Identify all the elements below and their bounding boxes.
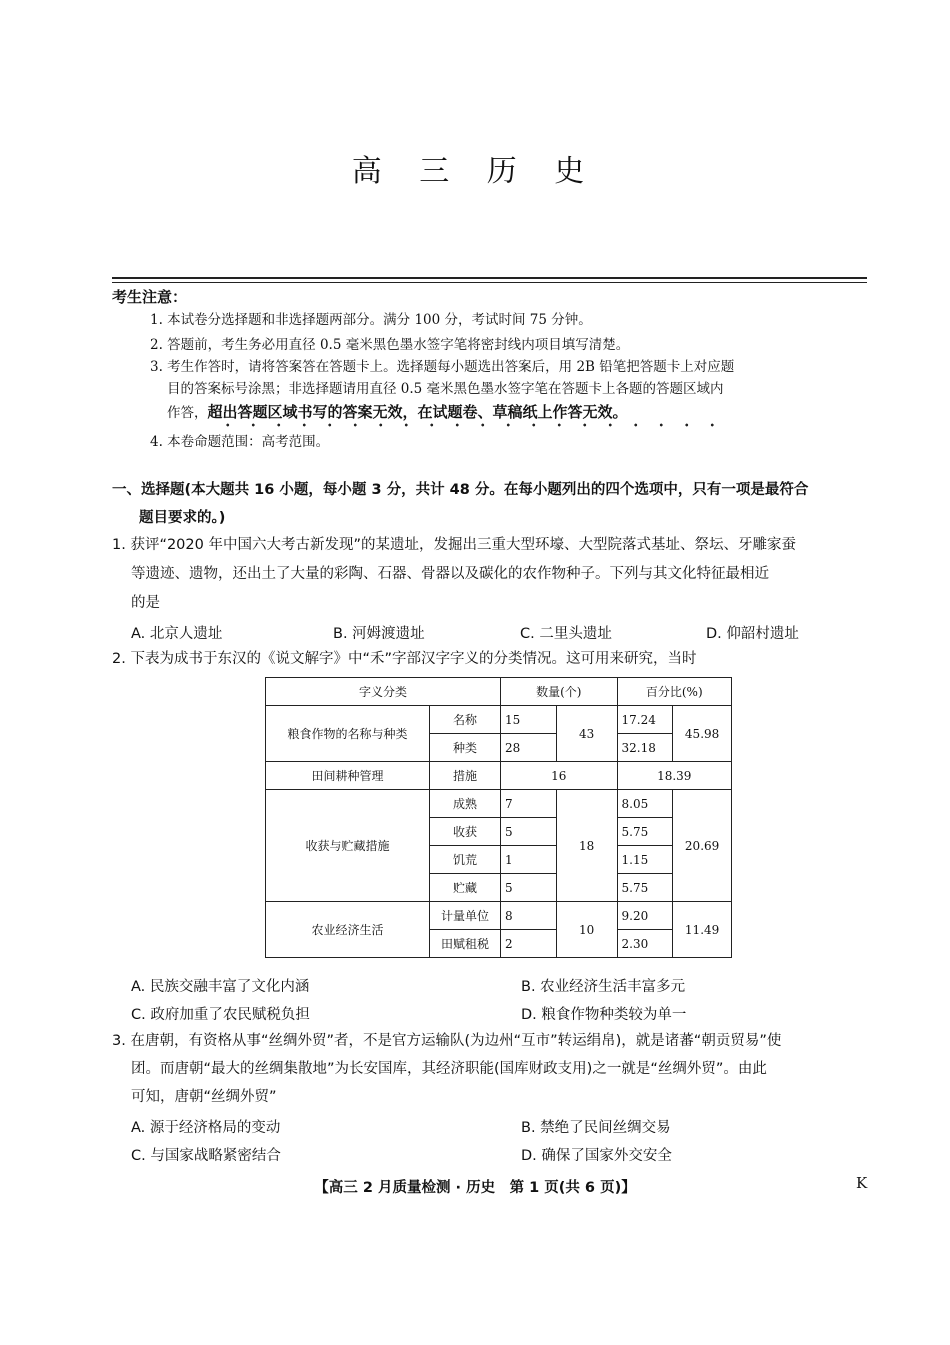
- category-cell: 粮食作物的名称与种类: [266, 706, 430, 762]
- count-cell: 1: [501, 846, 557, 874]
- sub-cell: 种类: [430, 734, 501, 762]
- q2-option-d[interactable]: D. 粮食作物种类较为单一: [521, 1007, 687, 1023]
- pct-cell: 2.30: [617, 930, 673, 958]
- pct-cell: 17.24: [617, 706, 673, 734]
- question-1-stem: 1. 获评“2020 年中国六大考古新发现”的某遗址，发掘出三重大型环壕、大型院落式基址、祭坛、牙雕家蚕: [112, 537, 796, 553]
- page-footer: 【高三 2 月质量检测 · 历史 第 1 页(共 6 页)】: [314, 1180, 636, 1196]
- table-header-row: [266, 678, 732, 706]
- notice-emphasis: 超出答题区域书写的答案无效，在试题卷、草稿纸上作答无效。: [207, 403, 628, 421]
- q3-option-a[interactable]: A. 源于经济格局的变动: [131, 1120, 281, 1136]
- table-row: [266, 706, 732, 734]
- data-table: [265, 677, 732, 958]
- pct-cell: 8.05: [617, 790, 673, 818]
- q1-option-d[interactable]: D. 仰韶村遗址: [706, 626, 799, 642]
- category-cell: 农业经济生活: [266, 902, 430, 958]
- q3-option-d[interactable]: D. 确保了国家外交安全: [521, 1148, 672, 1164]
- header-cell: 字义分类: [266, 678, 501, 706]
- question-2-stem: 2. 下表为成书于东汉的《说文解字》中“禾”字部汉字字义的分类情况。这可用来研究，当时: [112, 651, 697, 667]
- question-3-stem: 可知，唐朝“丝绸外贸”: [131, 1089, 277, 1105]
- q2-option-c[interactable]: C. 政府加重了农民赋税负担: [131, 1007, 310, 1023]
- notice-item: 目的答案标号涂黑；非选择题请用直径 0.5 毫米黑色墨水签字笔在答题卡上各题的答题区域内: [167, 381, 724, 397]
- category-cell: 收获与贮藏措施: [266, 790, 430, 902]
- pct-total-cell: 45.98: [673, 706, 732, 762]
- notice-item-lead: 作答，: [167, 405, 208, 421]
- count-cell: 7: [501, 790, 557, 818]
- table-row: [266, 762, 732, 790]
- count-total-cell: 18: [556, 790, 617, 902]
- count-cell: 15: [501, 706, 557, 734]
- question-1-stem: 的是: [131, 595, 160, 611]
- count-cell: 5: [501, 818, 557, 846]
- notice-item: 4. 本卷命题范围：高考范围。: [150, 434, 330, 450]
- notice-item: 2. 答题前，考生务必用直径 0.5 毫米黑色墨水签字笔将密封线内项目填写清楚。: [150, 337, 630, 353]
- question-3-stem: 3. 在唐朝，有资格从事“丝绸外贸”者，不是官方运输队(为边州“互市”转运绢帛)，就是诸蕃“朝贡贸易”使: [112, 1033, 782, 1049]
- section-heading-cont: 题目要求的。): [139, 510, 226, 526]
- count-total-cell: 43: [556, 706, 617, 762]
- count-cell: 28: [501, 734, 557, 762]
- pct-cell: 5.75: [617, 818, 673, 846]
- q1-option-c[interactable]: C. 二里头遗址: [520, 626, 612, 642]
- pct-cell: 1.15: [617, 846, 673, 874]
- category-cell: 田间耕种管理: [266, 762, 430, 790]
- q3-option-c[interactable]: C. 与国家战略紧密结合: [131, 1148, 281, 1164]
- header-cell: 数量(个): [501, 678, 617, 706]
- sub-cell: 措施: [430, 762, 501, 790]
- notice-item: 3. 考生作答时，请将答案答在答题卡上。选择题每小题选出答案后，用 2B 铅笔把答题卡上对应题: [150, 359, 735, 375]
- pct-total-cell: 20.69: [673, 790, 732, 902]
- sub-cell: 饥荒: [430, 846, 501, 874]
- count-total-cell: 10: [556, 902, 617, 958]
- pct-cell: 32.18: [617, 734, 673, 762]
- version-code: K: [856, 1174, 868, 1192]
- sub-cell: 名称: [430, 706, 501, 734]
- sub-cell: 收获: [430, 818, 501, 846]
- header-cell: 百分比(%): [617, 678, 732, 706]
- count-cell: 16: [501, 762, 617, 790]
- notice-heading: 考生注意：: [112, 288, 188, 306]
- table-row: [266, 790, 732, 818]
- q1-option-b[interactable]: B. 河姆渡遗址: [333, 626, 425, 642]
- question-1-stem: 等遗迹、遗物，还出土了大量的彩陶、石器、骨器以及碳化的农作物种子。下列与其文化特征最相近: [131, 566, 769, 582]
- q2-option-a[interactable]: A. 民族交融丰富了文化内涵: [131, 979, 310, 995]
- pct-cell: 9.20: [617, 902, 673, 930]
- page-title: 高 三 历 史: [351, 154, 599, 189]
- pct-cell: 18.39: [617, 762, 732, 790]
- count-cell: 5: [501, 874, 557, 902]
- count-cell: 8: [501, 902, 557, 930]
- table-row: [266, 902, 732, 930]
- sub-cell: 计量单位: [430, 902, 501, 930]
- sub-cell: 贮藏: [430, 874, 501, 902]
- section-heading: 一、选择题(本大题共 16 小题，每小题 3 分，共计 48 分。在每小题列出的四个选项中，只有一项是最符合: [112, 482, 809, 498]
- pct-total-cell: 11.49: [673, 902, 732, 958]
- question-3-stem: 团。而唐朝“最大的丝绸集散地”为长安国库，其经济职能(国库财政支用)之一就是“丝绸外贸”。由此: [131, 1061, 767, 1077]
- emphasis-dots: [215, 422, 715, 428]
- count-cell: 2: [501, 930, 557, 958]
- header-rule: [112, 277, 867, 279]
- q3-option-b[interactable]: B. 禁绝了民间丝绸交易: [521, 1120, 671, 1136]
- q1-option-a[interactable]: A. 北京人遗址: [131, 626, 223, 642]
- notice-item: 1. 本试卷分选择题和非选择题两部分。满分 100 分，考试时间 75 分钟。: [150, 312, 592, 328]
- sub-cell: 田赋租税: [430, 930, 501, 958]
- header-rule-thin: [112, 282, 867, 283]
- pct-cell: 5.75: [617, 874, 673, 902]
- q2-option-b[interactable]: B. 农业经济生活丰富多元: [521, 979, 686, 995]
- sub-cell: 成熟: [430, 790, 501, 818]
